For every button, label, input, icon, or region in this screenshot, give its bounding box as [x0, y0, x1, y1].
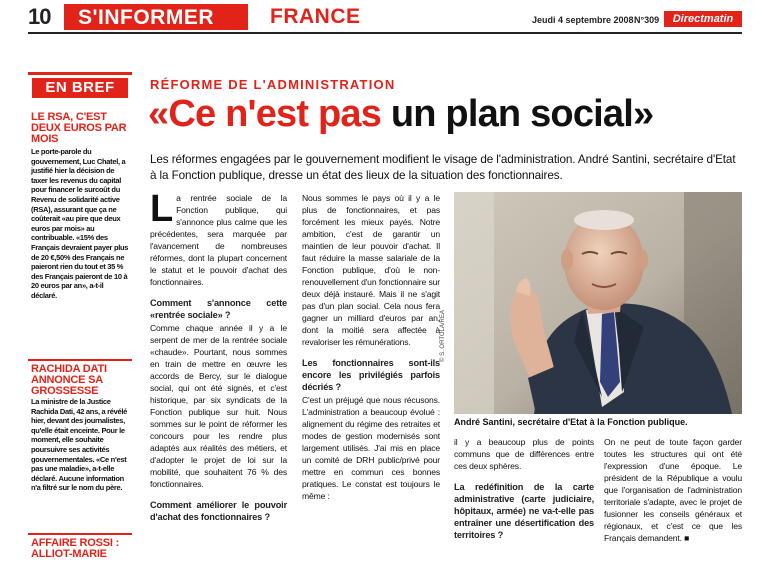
photo-credit: © S. ORTOLA/REA	[440, 310, 446, 362]
article-column-1	[150, 188, 287, 524]
title-part-red: «Ce n'est pas	[148, 93, 382, 135]
title-part-black: un plan social»	[390, 93, 654, 135]
brand-logo: Directmatin	[664, 11, 742, 27]
article-column-2	[302, 192, 440, 502]
issue-number: N°309	[634, 15, 660, 25]
photo-caption: André Santini, secrétaire d'Etat à la Fonction publique.	[454, 417, 688, 427]
article-lead: Les réformes engagées par le gouvernement modifient le visage de l'administration. André Santini, secrétaire d'Etat à la Fonction publique, dresse un état des lieux de la situation des fonctionnaires.	[150, 153, 736, 182]
article-title	[148, 93, 653, 136]
brief-title-rossi: AFFAIRE ROSSI : ALLIOT-MARIE	[31, 537, 120, 560]
brief-title-rsa: LE RSA, C'EST DEUX EUROS PAR MOIS	[31, 111, 127, 145]
article-kicker: RÉFORME DE L'ADMINISTRATION	[150, 77, 396, 92]
brief-body-rsa: Le porte-parole du gouvernement, Luc Chatel, a justifié hier la décision de taxer les revenus du capital pour financer le surcoût du Revenu de solidarité active (RSA), assurant que ça ne coûterait «au pire que deux euros par mois» au contribuable. «15% des Français devraient payer plus de 20 €,50% des Français ne paieront rien du tout et 35 % des Français paieront de 10 à 20 euros par an», a-t-il déclaré.	[31, 147, 129, 300]
portrait-photo	[454, 192, 742, 414]
header-rule	[28, 32, 742, 34]
brief-divider	[28, 359, 132, 361]
article-column-3	[454, 436, 594, 542]
col1-paragraph: a rentrée sociale de la Fonction publique, qui s'annonce plus calme que les précédentes, sera marquée par l'avancement de nombreuses réformes, dont la plupart concernent le statut et le pouvoir d'achat des fonctionnaires.	[150, 193, 287, 287]
col1-paragraph: Comme chaque année il y a le serpent de mer de la rentrée sociale «chaude». Pourtant, nous sommes en train de mettre en œuvre les accords de Bercy, sur le dialogue social, qui ont été signés, et c'est historique, par six syndicats de la Fonction publique sur huit. Nous sommes sur le point de réformer les concours pour les rendre plus adaptés aux réalités des métiers, et d'adopter le projet de loi sur la mobilité, que souhaitent 76 % des fonctionnaires.	[150, 323, 287, 489]
col2-paragraph: Nous sommes le pays où il y a le plus de fonctionnaires, et pas forcément les mieux payés. Notre ambition, c'est de garantir un maintien de leur pouvoir d'achat. Il faut réduire la masse salariale de la Fonction publique, d'où le non-renouvellement d'un fonctionnaire sur deux déjà instauré. Mais il ne s'agit pas d'un plan social. Cela nous fera gagner un milliard d'euros par an, dont la moitié sera affectée à revaloriser les rémunérations.	[302, 193, 440, 347]
rubric-banner: S'INFORMER	[64, 4, 248, 30]
interview-question: Les fonctionnaires sont-ils encore les privilégiés parfois décriés ?	[302, 358, 440, 392]
col2-paragraph: C'est un préjugé que nous récusons. L'administration a beaucoup évolué : alignement du régime des retraites et modes de gestion modernisés sont largement utilisés. J'ai mis en place un comité de DRH public/privé pour mettre en commun ces bonnes pratiques. Le constat est toujours le même :	[302, 395, 440, 501]
section-title: FRANCE	[270, 5, 361, 28]
col4-paragraph: On ne peut de toute façon garder toutes les structures qui ont été l'expression d'une époque. Le président de la République a voulu que l'organisation de l'administration territoriale s'adapte, avec le projet de fusionner les conseils généraux et régionaux, et c'est ce que les Français demandent. ■	[604, 437, 742, 543]
article-column-4	[604, 436, 742, 544]
col3-paragraph: il y a beaucoup plus de points communs que de différences entre ces deux sphères.	[454, 437, 594, 471]
brief-title-dati: RACHIDA DATI ANNONCE SA GROSSESSE	[31, 363, 107, 397]
interview-question: Comment s'annonce cette «rentrée sociale» ?	[150, 298, 287, 320]
page-number: 10	[28, 4, 51, 29]
brief-body-dati: La ministre de la Justice Rachida Dati, 42 ans, a révélé hier, devant des journalistes, qu'elle était enceinte. Pour le moment, elle souhaite poursuivre ses activités gouvernementales. «Ce n'est pas une maladie», a-t-elle déclaré. Aucune information n'a filtré sur le nom du père.	[31, 397, 128, 493]
brief-divider	[28, 533, 132, 535]
interview-question: Comment améliorer le pouvoir d'achat des fonctionnaires ?	[150, 500, 287, 522]
drop-cap: L	[150, 188, 174, 230]
sidebar-label: EN BREF	[32, 78, 128, 98]
interview-question: La redéfinition de la carte administrative (carte judiciaire, hôpitaux, armée) ne va-t-elle pas entraîner une désertification des territoires ?	[454, 482, 594, 540]
portrait-photo-svg	[454, 192, 742, 414]
issue-date: Jeudi 4 septembre 2008	[532, 15, 634, 25]
